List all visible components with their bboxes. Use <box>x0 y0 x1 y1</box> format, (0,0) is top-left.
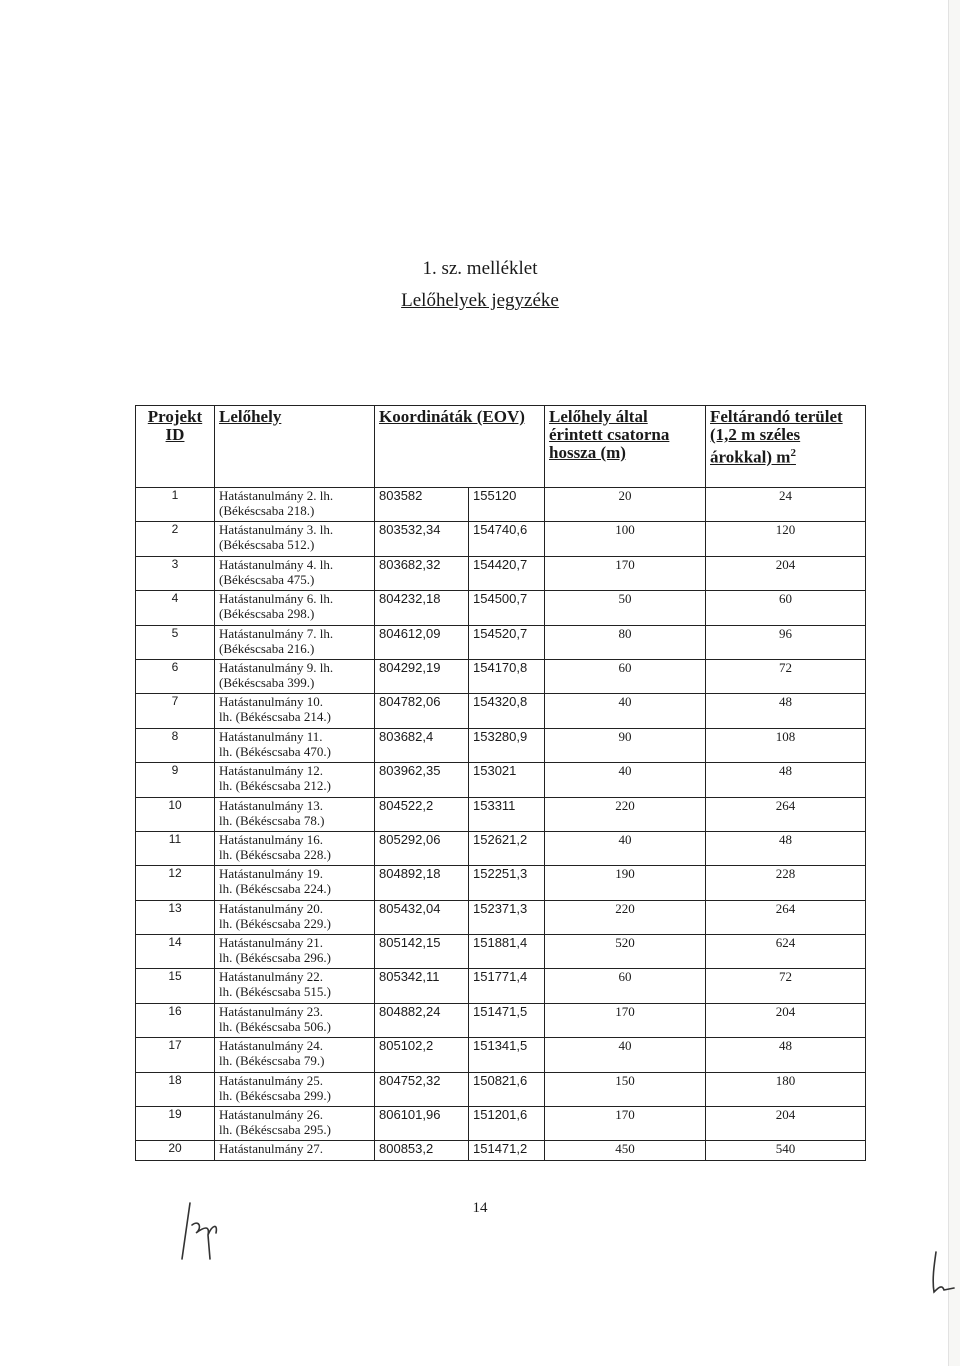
row-site <box>215 556 375 590</box>
row-length: 520 <box>545 935 706 969</box>
row-site <box>215 1107 375 1141</box>
row-site <box>215 488 375 522</box>
row-site-line2: (Békéscsaba 298.) <box>219 606 315 622</box>
row-id: 13 <box>136 900 215 934</box>
row-eov-x: 804752,32 <box>375 1072 469 1106</box>
row-site-line1: Hatástanulmány 9. lh. <box>219 659 334 675</box>
row-id: 4 <box>136 591 215 625</box>
row-eov-x: 803682,32 <box>375 556 469 590</box>
row-length: 450 <box>545 1141 706 1161</box>
row-length: 100 <box>545 522 706 556</box>
handwritten-signature-left <box>170 1195 230 1265</box>
row-id: 11 <box>136 831 215 865</box>
row-eov-y: 153280,9 <box>469 728 545 762</box>
row-length: 80 <box>545 625 706 659</box>
row-site-line1: Hatástanulmány 4. lh. <box>219 556 334 572</box>
row-site-line2: (Békéscsaba 475.) <box>219 571 315 587</box>
row-site-line1: Hatástanulmány 23. <box>219 1003 323 1019</box>
table-row <box>136 1107 866 1141</box>
row-eov-x: 805142,15 <box>375 935 469 969</box>
row-site-line1: Hatástanulmány 21. <box>219 935 323 951</box>
row-length: 190 <box>545 866 706 900</box>
row-site-line2: lh. (Békéscsaba 228.) <box>219 846 331 862</box>
row-length: 50 <box>545 591 706 625</box>
row-id: 8 <box>136 728 215 762</box>
row-site-line2: (Békéscsaba 399.) <box>219 674 315 690</box>
table-row <box>136 1072 866 1106</box>
row-eov-y: 152251,3 <box>469 866 545 900</box>
row-length: 220 <box>545 900 706 934</box>
header-project-id: Projekt ID <box>136 406 215 488</box>
row-eov-x: 803582 <box>375 488 469 522</box>
row-site <box>215 522 375 556</box>
row-area: 48 <box>706 1038 866 1072</box>
row-area: 72 <box>706 969 866 1003</box>
row-eov-x: 804232,18 <box>375 591 469 625</box>
row-id: 1 <box>136 488 215 522</box>
row-area: 48 <box>706 694 866 728</box>
document-subtitle: Lelőhelyek jegyzéke <box>401 290 559 311</box>
header-area-superscript: 2 <box>790 447 796 459</box>
table-row <box>136 522 866 556</box>
row-eov-x: 804292,19 <box>375 659 469 693</box>
row-site <box>215 1038 375 1072</box>
row-site-line1: Hatástanulmány 25. <box>219 1072 323 1088</box>
header-area <box>706 406 866 488</box>
document-title: 1. sz. melléklet <box>422 258 538 279</box>
row-eov-x: 804892,18 <box>375 866 469 900</box>
row-eov-y: 153021 <box>469 763 545 797</box>
table-row <box>136 591 866 625</box>
row-length: 40 <box>545 1038 706 1072</box>
row-id: 2 <box>136 522 215 556</box>
row-eov-y: 151471,2 <box>469 1141 545 1161</box>
table-row <box>136 866 866 900</box>
row-site-line1: Hatástanulmány 13. <box>219 797 323 813</box>
row-length: 20 <box>545 488 706 522</box>
row-eov-y: 152371,3 <box>469 900 545 934</box>
row-length: 170 <box>545 1003 706 1037</box>
handwritten-initial-right <box>928 1248 958 1298</box>
row-length: 40 <box>545 763 706 797</box>
row-area: 624 <box>706 935 866 969</box>
row-site <box>215 969 375 1003</box>
row-id: 7 <box>136 694 215 728</box>
row-area: 204 <box>706 1003 866 1037</box>
row-site-line1: Hatástanulmány 6. lh. <box>219 591 334 607</box>
row-eov-y: 154500,7 <box>469 591 545 625</box>
header-coordinates: Koordináták (EOV) <box>375 406 545 488</box>
table-row <box>136 556 866 590</box>
row-eov-x: 805292,06 <box>375 831 469 865</box>
row-area: 264 <box>706 797 866 831</box>
row-eov-x: 800853,2 <box>375 1141 469 1161</box>
row-area: 24 <box>706 488 866 522</box>
row-eov-y: 151201,6 <box>469 1107 545 1141</box>
row-length: 170 <box>545 556 706 590</box>
row-area: 72 <box>706 659 866 693</box>
row-area: 48 <box>706 831 866 865</box>
row-site-line2: lh. (Békéscsaba 214.) <box>219 709 331 725</box>
row-area: 228 <box>706 866 866 900</box>
row-eov-x: 803532,34 <box>375 522 469 556</box>
table-row <box>136 969 866 1003</box>
row-id: 6 <box>136 659 215 693</box>
row-eov-x: 804882,24 <box>375 1003 469 1037</box>
row-site <box>215 866 375 900</box>
row-site-line2: lh. (Békéscsaba 224.) <box>219 881 331 897</box>
row-eov-y: 150821,6 <box>469 1072 545 1106</box>
row-site-line2: lh. (Békéscsaba 79.) <box>219 1053 325 1069</box>
header-channel-length: Lelőhely által érintett csatorna hossza (m) <box>545 406 706 488</box>
table-row <box>136 900 866 934</box>
row-site-line1: Hatástanulmány 2. lh. <box>219 488 334 503</box>
row-site <box>215 763 375 797</box>
row-eov-y: 152621,2 <box>469 831 545 865</box>
row-site <box>215 694 375 728</box>
row-length: 220 <box>545 797 706 831</box>
table-row <box>136 625 866 659</box>
row-area: 108 <box>706 728 866 762</box>
row-id: 10 <box>136 797 215 831</box>
row-id: 19 <box>136 1107 215 1141</box>
row-site <box>215 728 375 762</box>
row-site-line2: lh. (Békéscsaba 295.) <box>219 1122 331 1138</box>
row-site-line2: lh. (Békéscsaba 299.) <box>219 1087 331 1103</box>
row-eov-x: 803962,35 <box>375 763 469 797</box>
row-eov-x: 803682,4 <box>375 728 469 762</box>
table-row <box>136 728 866 762</box>
row-id: 15 <box>136 969 215 1003</box>
row-site <box>215 1072 375 1106</box>
row-site-line2: (Békéscsaba 512.) <box>219 537 315 553</box>
row-site <box>215 935 375 969</box>
row-eov-y: 154520,7 <box>469 625 545 659</box>
row-area: 60 <box>706 591 866 625</box>
row-site-line2: lh. (Békéscsaba 212.) <box>219 778 331 794</box>
row-id: 17 <box>136 1038 215 1072</box>
row-site-line2: lh. (Békéscsaba 78.) <box>219 812 325 828</box>
row-site-line1: Hatástanulmány 3. lh. <box>219 522 334 538</box>
sites-table <box>135 405 866 1161</box>
row-site <box>215 900 375 934</box>
row-length: 40 <box>545 831 706 865</box>
row-site <box>215 591 375 625</box>
table-body <box>136 488 866 1161</box>
row-site-line1: Hatástanulmány 11. <box>219 728 323 744</box>
row-site-line1: Hatástanulmány 12. <box>219 763 323 779</box>
page-number: 14 <box>472 1200 488 1216</box>
row-site-line1: Hatástanulmány 7. lh. <box>219 625 334 641</box>
row-site-line1: Hatástanulmány 22. <box>219 969 323 985</box>
row-site-line1: Hatástanulmány 20. <box>219 900 323 916</box>
row-length: 60 <box>545 659 706 693</box>
row-eov-y: 155120 <box>469 488 545 522</box>
row-site-line2: (Békéscsaba 216.) <box>219 640 315 656</box>
row-eov-y: 154320,8 <box>469 694 545 728</box>
row-site-line2: lh. (Békéscsaba 506.) <box>219 1018 331 1034</box>
row-site <box>215 659 375 693</box>
row-site <box>215 1141 375 1161</box>
row-site-line2: lh. (Békéscsaba 515.) <box>219 984 331 1000</box>
row-eov-x: 804522,2 <box>375 797 469 831</box>
row-eov-x: 805432,04 <box>375 900 469 934</box>
row-area: 204 <box>706 1107 866 1141</box>
table-header-row <box>136 406 866 488</box>
table-row <box>136 797 866 831</box>
row-id: 16 <box>136 1003 215 1037</box>
row-length: 170 <box>545 1107 706 1141</box>
row-site-line1: Hatástanulmány 24. <box>219 1038 323 1054</box>
row-area: 180 <box>706 1072 866 1106</box>
row-eov-y: 151881,4 <box>469 935 545 969</box>
row-id: 14 <box>136 935 215 969</box>
row-area: 540 <box>706 1141 866 1161</box>
row-eov-y: 154740,6 <box>469 522 545 556</box>
row-id: 5 <box>136 625 215 659</box>
row-eov-x: 805102,2 <box>375 1038 469 1072</box>
row-eov-x: 805342,11 <box>375 969 469 1003</box>
table-row <box>136 763 866 797</box>
table-row <box>136 1038 866 1072</box>
row-site-line1: Hatástanulmány 27. <box>219 1141 323 1157</box>
row-area: 264 <box>706 900 866 934</box>
row-id: 3 <box>136 556 215 590</box>
table-row <box>136 488 866 522</box>
row-area: 120 <box>706 522 866 556</box>
row-site-line2: lh. (Békéscsaba 470.) <box>219 743 331 759</box>
row-eov-y: 154420,7 <box>469 556 545 590</box>
header-site: Lelőhely <box>215 406 375 488</box>
row-site <box>215 625 375 659</box>
row-id: 18 <box>136 1072 215 1106</box>
row-eov-y: 151341,5 <box>469 1038 545 1072</box>
table-row <box>136 694 866 728</box>
row-site <box>215 831 375 865</box>
row-site <box>215 1003 375 1037</box>
row-eov-y: 151471,5 <box>469 1003 545 1037</box>
table-row <box>136 659 866 693</box>
row-length: 60 <box>545 969 706 1003</box>
row-site-line1: Hatástanulmány 26. <box>219 1107 323 1123</box>
row-site <box>215 797 375 831</box>
row-area: 204 <box>706 556 866 590</box>
header-area-text: Feltárandó terület (1,2 m széles árokkal) m <box>710 407 843 467</box>
row-site-line1: Hatástanulmány 10. <box>219 694 323 710</box>
row-eov-y: 153311 <box>469 797 545 831</box>
row-site-line2: lh. (Békéscsaba 296.) <box>219 950 331 966</box>
row-site-line1: Hatástanulmány 19. <box>219 866 323 882</box>
row-eov-y: 151771,4 <box>469 969 545 1003</box>
table-row <box>136 1003 866 1037</box>
row-length: 40 <box>545 694 706 728</box>
row-length: 90 <box>545 728 706 762</box>
row-length: 150 <box>545 1072 706 1106</box>
row-site-line2: lh. (Békéscsaba 229.) <box>219 915 331 931</box>
table-row <box>136 935 866 969</box>
row-site-line1: Hatástanulmány 16. <box>219 831 323 847</box>
table-row <box>136 1141 866 1161</box>
row-id: 9 <box>136 763 215 797</box>
row-eov-x: 806101,96 <box>375 1107 469 1141</box>
row-id: 12 <box>136 866 215 900</box>
table-row <box>136 831 866 865</box>
row-eov-x: 804782,06 <box>375 694 469 728</box>
row-site-line2: (Békéscsaba 218.) <box>219 503 315 518</box>
row-area: 48 <box>706 763 866 797</box>
row-eov-x: 804612,09 <box>375 625 469 659</box>
row-area: 96 <box>706 625 866 659</box>
row-id: 20 <box>136 1141 215 1161</box>
row-eov-y: 154170,8 <box>469 659 545 693</box>
